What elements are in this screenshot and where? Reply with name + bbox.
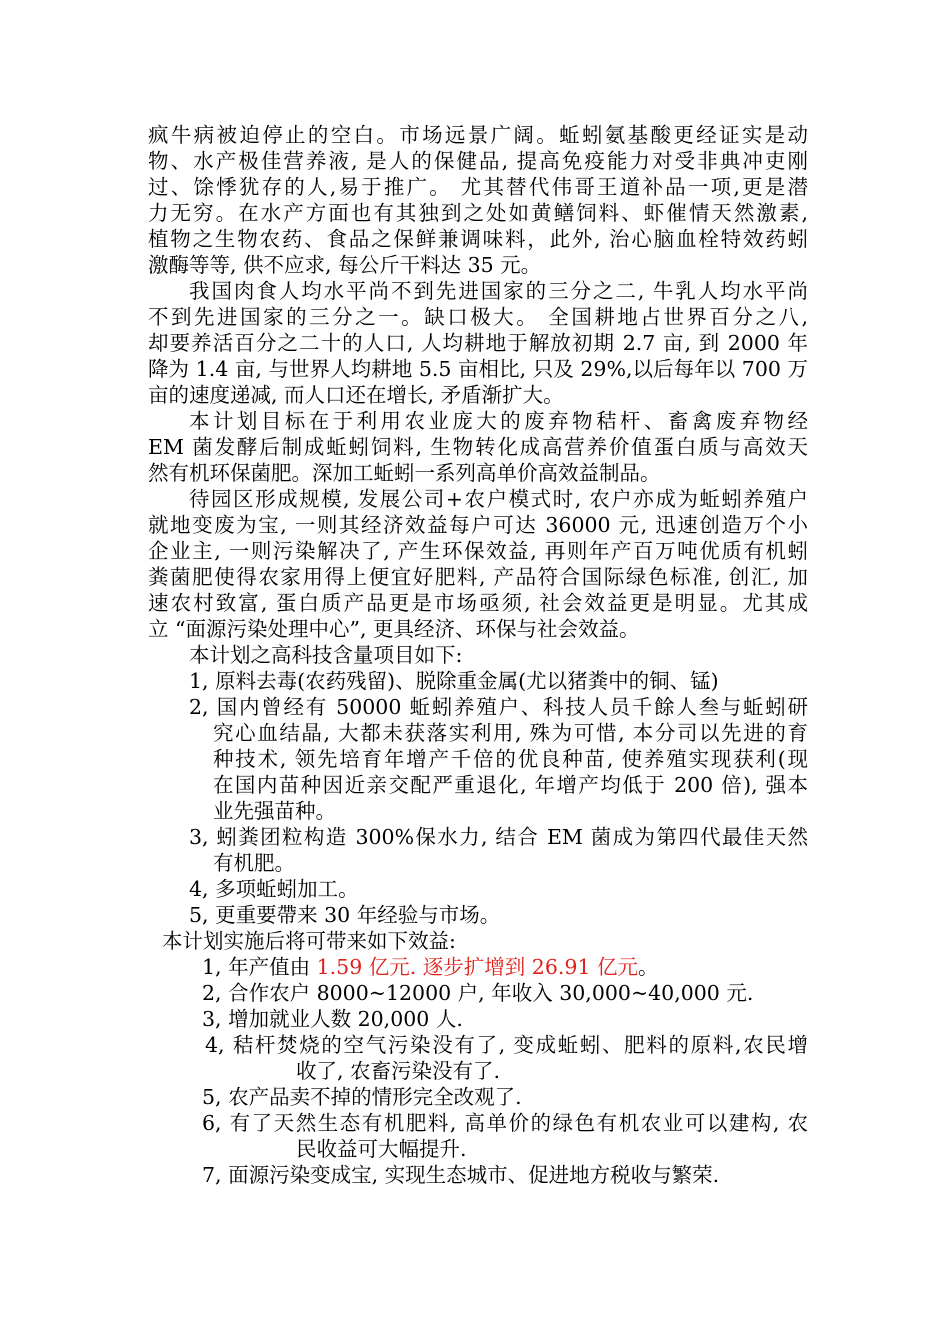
list-item: 2, 国内曾经有 50000 蚯蚓养殖户、科技人员千餘人叁与蚯蚓研 — [189, 695, 808, 719]
list-item-continuation: 民收益可大幅提升. — [296, 1137, 467, 1161]
list-item: 1, 原料去毒(农药残留)、脱除重金属(尤以猪粪中的铜、锰) — [189, 669, 719, 693]
text-line: EM 菌发酵后制成蚯蚓饲料, 生物转化成高营养价值蛋白质与高效天 — [148, 435, 808, 459]
text-line: 就地变废为宝, 一则其经济效益每户可达 36000 元, 迅速创造万个小 — [148, 513, 808, 537]
highlighted-output-value: 1.59 亿元. 逐步扩增到 26.91 亿元 — [316, 955, 639, 979]
list-item-continuation: 种技术, 领先培育年增产千倍的优良种苗, 使养殖实现获利(现 — [213, 747, 808, 771]
list-item-continuation: 有机肥。 — [213, 851, 295, 875]
text-line: 立 “面源污染处理中心”, 更具经济、环保与社会效益。 — [148, 617, 640, 641]
list-item-continuation: 业先强苗种。 — [213, 799, 336, 823]
list-item: 5, 更重要帶来 30 年经验与市场。 — [189, 903, 501, 927]
list-item: 6, 有了天然生态有机肥料, 高单价的绿色有机农业可以建构, 农 — [202, 1111, 808, 1135]
list-item-continuation: 究心血结晶, 大都未获落实利用, 殊为可惜, 本分司以先进的育 — [213, 721, 808, 745]
text-line: 过、馀悸犹存的人,易于推广。 尤其替代伟哥王道补品一项,更是潜 — [148, 175, 808, 199]
text-line: 激酶等等, 供不应求, 每公斤干料达 35 元。 — [148, 253, 542, 277]
list-item: 3, 蚓粪团粒构造 300%保水力, 结合 EM 菌成为第四代最佳天然 — [189, 825, 808, 849]
text-line: 本计划目标在于利用农业庞大的废弃物秸杆、畜禽废弃物经 — [189, 409, 808, 433]
text-line: 植物之生物农药、食品之保鲜兼调味料，此外, 治心脑血栓特效药蚓 — [148, 227, 808, 251]
text-line: 疯牛病被迫停止的空白。市场远景广阔。蚯蚓氨基酸更经证实是动 — [148, 123, 808, 147]
list-item: 3, 增加就业人数 20,000 人. — [202, 1007, 463, 1031]
list-item: 2, 合作农户 8000~12000 户, 年收入 30,000~40,000 元. — [202, 981, 754, 1005]
text-line: 物、水产极佳营养液, 是人的保健品, 提高免疫能力对受非典冲吏刚 — [148, 149, 808, 173]
list-item: 4, 多项蚯蚓加工。 — [189, 877, 359, 901]
text-line: 然有机环保菌肥。深加工蚯蚓一系列高单价高效益制品。 — [148, 461, 661, 485]
text-line: 亩的速度递减, 而人口还在增长, 矛盾渐扩大。 — [148, 383, 564, 407]
list-item-continuation: 在国内苗种因近亲交配严重退化, 年增产均低于 200 倍), 强本 — [213, 773, 808, 797]
text-line: 力无穷。在水产方面也有其独到之处如黄鳝饲料、虾催情天然激素, — [148, 201, 808, 225]
text-line: 企业主, 一则污染解决了, 产生环保效益, 再则年产百万吨优质有机蚓 — [148, 539, 808, 563]
list-item: 7, 面源污染变成宝, 实现生态城市、促进地方税收与繁荣. — [202, 1163, 720, 1187]
text-line: 不到先进国家的三分之一。缺口极大。 全国耕地占世界百分之八, — [148, 305, 808, 329]
text-line: 我国肉食人均水平尚不到先进国家的三分之二, 牛乳人均水平尚 — [189, 279, 808, 303]
list-item — [202, 954, 808, 980]
text-line: 待园区形成规模, 发展公司+农户模式时, 农户亦成为蚯蚓养殖户 — [189, 487, 808, 511]
list-item: 5, 农产品卖不掉的情形完全改观了. — [202, 1085, 522, 1109]
text-line: 降为 1.4 亩, 与世界人均耕地 5.5 亩相比, 只及 29%,以后每年以 700 万 — [148, 357, 808, 381]
text-line: 却要养活百分之二十的人口, 人均耕地于解放初期 2.7 亩, 到 2000 年 — [148, 331, 808, 355]
text-line: 速农村致富, 蛋白质产品更是市场亟须, 社会效益更是明显。尤其成 — [148, 591, 808, 615]
benefit-text: 。 — [638, 955, 659, 979]
benefit-text: 1, 年产值由 — [202, 955, 317, 979]
text-line: 粪菌肥使得农家用得上便宜好肥料, 产品符合国际绿色标准, 创汇, 加 — [148, 565, 808, 589]
list-item: 4, 秸杆焚烧的空气污染没有了, 变成蚯蚓、肥料的原料,农民增 — [205, 1033, 808, 1057]
section-heading: 本计划之高科技含量项目如下: — [189, 643, 463, 667]
list-item-continuation: 收了, 农畜污染没有了. — [296, 1059, 501, 1083]
section-heading: 本计划实施后将可带来如下效益: — [162, 929, 456, 953]
